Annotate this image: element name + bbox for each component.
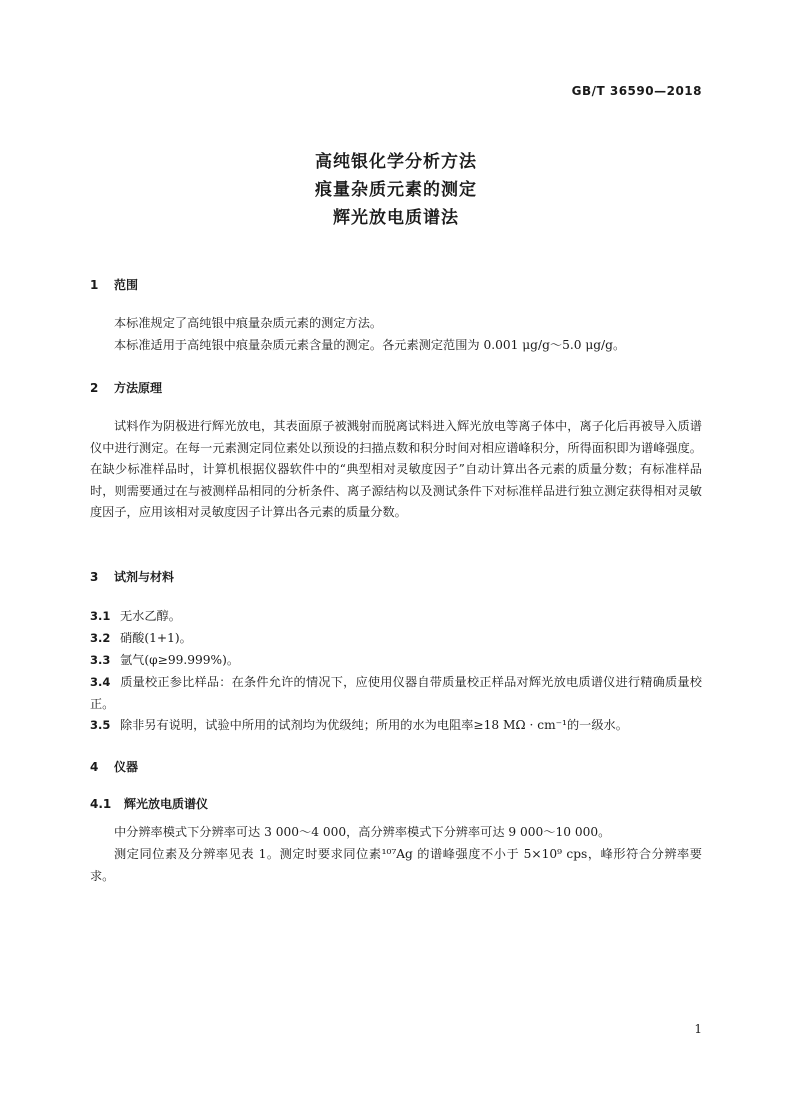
scope-paragraph-2: 本标准适用于高纯银中痕量杂质元素含量的测定。各元素测定范围为 0.001 μg/g～5.0 μg/g。	[114, 338, 626, 352]
subsection-title: 辉光放电质谱仪	[124, 797, 209, 811]
section-title: 仪器	[114, 760, 139, 774]
item-text: 氩气(φ≥99.999%)。	[120, 653, 240, 667]
section-number: 4	[90, 760, 99, 774]
title-line-2: 痕量杂质元素的测定	[315, 180, 477, 200]
reagent-item	[90, 672, 702, 715]
item-text: 质量校正参比样品：在条件允许的情况下，应使用仪器自带质量校正样品对辉光放电质谱仪进行精确质量校正。	[90, 675, 702, 711]
document-title	[0, 148, 792, 232]
section-number: 3	[90, 570, 99, 584]
item-text: 无水乙醇。	[120, 609, 181, 623]
section-title: 试剂与材料	[114, 570, 175, 584]
section-number: 2	[90, 381, 99, 395]
item-number: 3.3	[90, 653, 111, 667]
subsection-4-1-heading	[90, 795, 208, 812]
item-number: 3.1	[90, 609, 111, 623]
section-1-heading	[90, 276, 138, 293]
instrument-paragraph-2: 测定同位素及分辨率见表 1。测定时要求同位素¹⁰⁷Ag 的谱峰强度不小于 5×10⁹ cps，峰形符合分辨率要求。	[90, 847, 702, 883]
item-text: 硝酸(1+1)。	[120, 631, 192, 645]
instrument-paragraph-1: 中分辨率模式下分辨率可达 3 000～4 000，高分辨率模式下分辨率可达 9 000～10 000。	[114, 825, 611, 839]
section-3-heading	[90, 568, 174, 585]
standard-code: GB/T 36590—2018	[571, 84, 702, 98]
subsection-number: 4.1	[90, 797, 112, 811]
title-line-3: 辉光放电质谱法	[333, 208, 459, 228]
principle-paragraph: 试料作为阴极进行辉光放电，其表面原子被溅射而脱离试料进入辉光放电等离子体中，离子化后再被导入质谱仪中进行测定。在每一元素测定同位素处以预设的扫描点数和积分时间对相应谱峰积分，所得面积即为谱峰强度。在缺少标准样品时，计算机根据仪器软件中的“典型相对灵敏度因子”自动计算出各元素的质量分数；有标准样品时，则需要通过在与被测样品相同的分析条件、离子源结构以及测试条件下对标准样品进行独立测定获得相对灵敏度因子，应用该相对灵敏度因子计算出各元素的质量分数。	[90, 419, 702, 519]
reagent-item	[90, 650, 702, 672]
item-number: 3.5	[90, 718, 111, 732]
section-number: 1	[90, 278, 99, 292]
reagent-item	[90, 606, 702, 628]
section-title: 方法原理	[114, 381, 163, 395]
page-number: 1	[694, 1022, 702, 1036]
item-number: 3.2	[90, 631, 111, 645]
item-number: 3.4	[90, 675, 111, 689]
scope-paragraph-1: 本标准规定了高纯银中痕量杂质元素的测定方法。	[114, 316, 383, 330]
section-title: 范围	[114, 278, 139, 292]
section-4-heading	[90, 758, 138, 775]
section-2-heading	[90, 379, 162, 396]
reagent-item	[90, 715, 702, 737]
item-text: 除非另有说明，试验中所用的试剂均为优级纯；所用的水为电阻率≥18 MΩ · cm⁻¹的一级水。	[120, 718, 628, 732]
reagent-item	[90, 628, 702, 650]
title-line-1: 高纯银化学分析方法	[315, 152, 477, 172]
